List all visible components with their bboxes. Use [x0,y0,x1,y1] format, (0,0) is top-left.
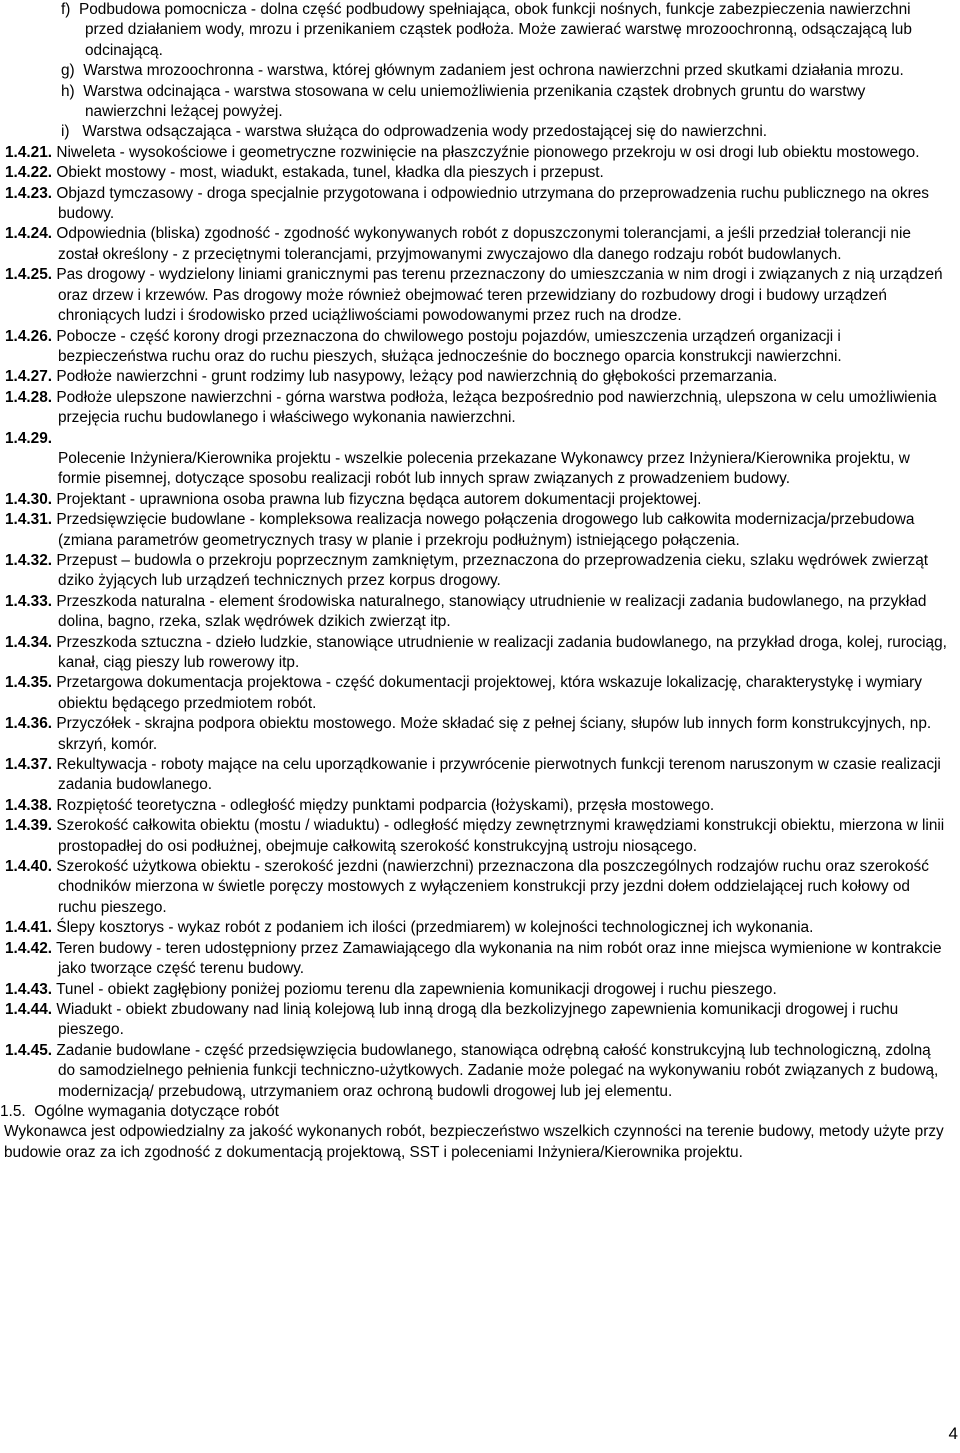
definition-item [0,184,960,225]
definition-item [0,816,960,857]
definition-text: Podłoże nawierzchni - grunt rodzimy lub nasypowy, leżący pod nawierzchnią do głębokości przemarzania. [56,368,778,386]
definition-item [0,388,960,429]
definition-text: Obiekt mostowy - most, wiadukt, estakada, tunel, kładka dla pieszych i przepust. [56,164,604,182]
definition-item [0,592,960,633]
definition-item [0,755,960,796]
definition-text: Przeszkoda naturalna - element środowiska naturalnego, stanowiący utrudnienie w realizacji zadania budowlanego, na przykład dolina, bagno, rzeka, szlak wędrówek dzikich zwierząt itp. [56,592,927,631]
definition-number: 1.4.35. [5,674,53,692]
definition-item [0,918,960,938]
definition-text: Ślepy kosztorys - wykaz robót z podaniem ich ilości (przedmiarem) w kolejności technologicznej ich wykonania. [56,919,814,937]
definition-text: Szerokość całkowita obiektu (mostu / wiaduktu) - odległość między zewnętrznymi krawędziami konstrukcji obiektu, mierzona w linii prostopadłej do osi podłużnej, obejmuje całkowitą szerokość konstrukcyjną ustroju niosącego. [56,817,945,855]
definition-number: 1.4.32. [5,551,53,569]
definition-text: Przeszkoda sztuczna - dzieło ludzkie, stanowiące utrudnienie w realizacji zadania budowlanego, na przykład droga, kolej, rurociąg, kanał, ciąg pieszy lub rowerowy itp. [56,633,947,671]
section-body: Wykonawca jest odpowiedzialny za jakość wykonanych robót, bezpieczeństwo wszelkich czynności na terenie budowy, metody użyte przy budowie oraz za ich zgodność z dokumentacją projektową, SST i poleceniami Inżyniera/Kierownika projektu. [4,1123,944,1161]
definition-item [0,551,960,592]
definition-number: 1.4.40. [5,858,53,876]
definition-item [0,224,960,265]
definition-number: 1.4.33. [5,592,53,610]
definition-text: Rekultywacja - roboty mające na celu uporządkowanie i przywrócenie pierwotnych funkcji terenom naruszonym w czasie realizacji zadania budowlanego. [56,756,941,794]
section-heading: 1.5. Ogólne wymagania dotyczące robót [0,1102,279,1120]
lettered-item: h) Warstwa odcinająca - warstwa stosowana w celu uniemożliwienia przenikania cząstek drobnych gruntu do warstwy nawierzchni leżącej powyżej. [61,82,866,121]
definition-number: 1.4.43. [5,980,53,998]
definition-number: 1.4.37. [5,756,53,774]
definition-item [0,327,960,368]
definition-item [0,163,960,183]
definition-text: Niweleta - wysokościowe i geometryczne rozwinięcie na płaszczyźnie pionowego przekroju w osi drogi lub obiektu mostowego. [56,143,920,161]
definition-number: 1.4.22. [5,164,53,182]
lettered-item: i) Warstwa odsączająca - warstwa służąca do odprowadzenia wody przedostającej się do nawierzchni. [61,123,768,141]
definition-number: 1.4.29. [5,429,53,447]
definition-number: 1.4.25. [5,266,53,284]
definition-number: 1.4.42. [5,939,53,957]
definitions-list [0,143,960,1102]
definition-text: Przyczółek - skrajna podpora obiektu mostowego. Może składać się z pełnej ściany, słupów lub innych form konstrukcyjnych, np. skrzyń, komór. [56,715,932,753]
definition-text: Tunel - obiekt zagłębiony poniżej poziomu terenu dla zapewnienia komunikacji drogowej i ruchu pieszego. [56,980,777,998]
definition-number: 1.4.28. [5,388,53,406]
definition-text: Pobocze - część korony drogi przeznaczona do chwilowego postoju pojazdów, umieszczenia urządzeń organizacji i bezpieczeństwa ruchu oraz do ruchu pieszych, służąca jednocześnie do bocznego oparcia konstrukcji nawierzchni. [56,327,842,365]
definition-text: Szerokość użytkowa obiektu - szerokość jezdni (nawierzchni) przeznaczona dla poszczególnych rodzajów ruchu oraz szerokość chodników mierzona w świetle poręczy mostowych z wyłączeniem konstrukcji przy jezdni dołem oddzielającej ruch kołowy od ruchu pieszego. [56,858,929,916]
definition-text: Odpowiednia (bliska) zgodność - zgodność wykonywanych robót z dopuszczonymi tolerancjami, a jeśli przedział tolerancji nie został określony - z przeciętnymi tolerancjami, przyjmowanymi zwyczajowo dla danego rodzaju robót budowlanych. [56,225,911,263]
definition-number: 1.4.30. [5,490,53,508]
definition-number: 1.4.24. [5,225,53,243]
definition-item [0,1000,960,1041]
lettered-item: f) Podbudowa pomocnicza - dolna część podbudowy spełniająca, obok funkcji nośnych, funkcje zabezpieczenia nawierzchni przed działaniem wody, mrozu i przenikaniem cząstek podłoża. Może zawierać warstwę mrozoochronną, odsączającą lub odcinającą. [61,1,912,59]
definition-number: 1.4.36. [5,715,53,733]
definition-item [0,1041,960,1102]
definition-text: Przetargowa dokumentacja projektowa - część dokumentacji projektowej, która wskazuje lokalizację, charakterystykę i wymiary obiektu będącego przedmiotem robót. [56,674,923,712]
definition-text: Przedsięwzięcie budowlane - kompleksowa realizacja nowego połączenia drogowego lub całkowita modernizacja/przebudowa (zmiana parametrów geometrycznych trasy w planie i przekroju podłużnym) istniejącego połączenia. [56,511,915,549]
definition-text: Zadanie budowlane - część przedsięwzięcia budowlanego, stanowiąca odrębną całość konstrukcyjną lub technologiczną, zdolną do samodzielnego pełnienia funkcji techniczno-użytkowych. Zadanie może polegać na wykonywaniu robót związanych z budową, modernizacją/ przebudową, utrzymaniem oraz ochroną budowli drogowej lub jej elementu. [56,1041,939,1100]
definition-item [0,796,960,816]
definition-item [0,673,960,714]
definition-number: 1.4.23. [5,184,53,202]
definition-item [0,429,960,490]
definition-text: Rozpiętość teoretyczna - odległość między punktami podparcia (łożyskami), przęsła mostowego. [56,796,715,814]
definition-item [0,939,960,980]
definition-body: Polecenie Inżyniera/Kierownika projektu - wszelkie polecenia przekazane Wykonawcy przez Inżyniera/Kierownika projektu, w formie pisemnej, dotyczące sposobu realizacji robót lub innych spraw związanych z prowadzeniem budowy. [58,449,910,488]
definition-number: 1.4.44. [5,1000,53,1018]
definition-text: Przepust – budowla o przekroju poprzecznym zamkniętym, przeznaczona do przeprowadzenia cieku, szlaku wędrówek zwierząt dziko żyjących lub urządzeń technicznych przez korpus drogowy. [56,551,929,590]
definition-number: 1.4.45. [5,1041,53,1059]
page-number: 4 [948,1424,958,1443]
definition-item [0,265,960,326]
definition-item [0,143,960,163]
definition-text: Podłoże ulepszone nawierzchni - górna warstwa podłoża, leżąca bezpośrednio pod nawierzchnią, ulepszona w celu umożliwienia przejęcia ruchu budowlanego i właściwego wykonania nawierzchni. [56,388,937,427]
definition-number: 1.4.38. [5,796,53,814]
definition-item [0,980,960,1000]
definition-number: 1.4.27. [5,368,53,386]
definition-item [0,857,960,918]
definition-text: Pas drogowy - wydzielony liniami granicznymi pas terenu przeznaczony do umieszczania w nim drogi i związanych z nią urządzeń oraz drzew i krzewów. Pas drogowy może również obejmować teren przewidziany do rozbudowy drogi i budowy urządzeń chroniących ludzi i środowisko przed uciążliwościami powodowanymi przez ruch na drodze. [56,266,943,325]
definition-number: 1.4.31. [5,511,53,529]
lettered-list [0,0,960,143]
definition-number: 1.4.34. [5,633,53,651]
definition-item [0,714,960,755]
definition-item [0,367,960,387]
definition-text: Teren budowy - teren udostępniony przez Zamawiającego dla wykonania na nim robót oraz inne miejsca wymienione w kontrakcie jako tworzące część terenu budowy. [56,939,942,978]
definition-text: Wiadukt - obiekt zbudowany nad linią kolejową lub inną drogą dla bezkolizyjnego zapewnienia komunikacji drogowej i ruchu pieszego. [56,1000,899,1039]
definition-text: Projektant - uprawniona osoba prawna lub fizyczna będąca autorem dokumentacji projektowej. [56,490,702,508]
definition-number: 1.4.26. [5,327,53,345]
definition-item [0,633,960,674]
definition-item [0,510,960,551]
definition-number: 1.4.21. [5,143,53,161]
lettered-item: g) Warstwa mrozoochronna - warstwa, której głównym zadaniem jest ochrona nawierzchni przed skutkami działania mrozu. [61,62,904,80]
definition-number: 1.4.39. [5,817,53,835]
definition-text: Objazd tymczasowy - droga specjalnie przygotowana i odpowiednio utrzymana do przeprowadzenia ruchu publicznego na okres budowy. [56,184,929,223]
definition-number: 1.4.41. [5,919,53,937]
definition-item [0,490,960,510]
